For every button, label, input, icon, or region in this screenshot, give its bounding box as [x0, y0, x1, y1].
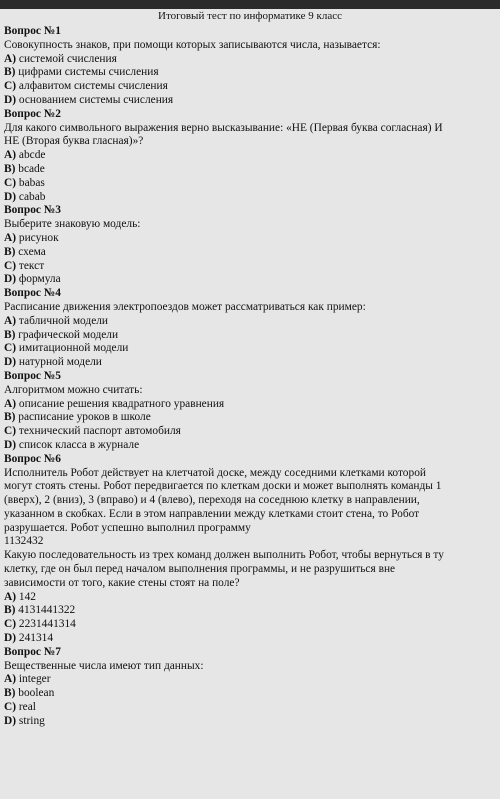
option-letter: A)	[4, 314, 17, 327]
answer-option	[4, 315, 494, 329]
answer-option	[4, 411, 494, 425]
question-text: Совокупность знаков, при помощи которых записываются числа, называется:	[4, 38, 381, 51]
option-letter: B)	[4, 66, 16, 79]
answer-option	[4, 398, 494, 412]
question-block	[4, 287, 494, 370]
option-letter: A)	[4, 397, 17, 410]
option-text: 142	[18, 590, 36, 603]
option-text: 4131441322	[18, 604, 76, 617]
option-text: системой счисления	[18, 52, 117, 65]
option-text: 2231441314	[18, 618, 76, 631]
option-letter: C)	[4, 425, 17, 438]
option-letter: B)	[4, 328, 16, 341]
option-letter: B)	[4, 162, 16, 175]
questions-list	[0, 25, 500, 729]
question-block	[4, 370, 494, 453]
answer-option	[4, 425, 494, 439]
question-title: Вопрос №4	[4, 287, 61, 300]
answer-option	[4, 604, 494, 618]
option-letter: A)	[4, 52, 17, 65]
question-block	[4, 646, 494, 729]
answer-option	[4, 273, 494, 287]
answer-option	[4, 94, 494, 108]
option-letter: A)	[4, 590, 17, 603]
question-text: Расписание движения электропоездов может рассматриваться как пример:	[4, 300, 366, 313]
option-text: cabab	[18, 190, 46, 203]
question-block	[4, 108, 494, 205]
option-text: real	[18, 701, 36, 714]
answer-option	[4, 232, 494, 246]
answer-option	[4, 715, 494, 729]
option-letter: B)	[4, 604, 16, 617]
question-text: Вещественные числа имеют тип данных:	[4, 659, 204, 672]
question-block	[4, 204, 494, 287]
option-text: 241314	[18, 632, 54, 645]
answer-option	[4, 632, 494, 646]
question-text: 1132432	[4, 535, 44, 548]
question-text: могут стоять стены. Робот передвигается по клеткам доски и может выполнять команды 1	[4, 480, 442, 493]
option-text: технический паспорт автомобиля	[18, 425, 181, 438]
answer-option	[4, 246, 494, 260]
question-block	[4, 25, 494, 108]
option-text: рисунок	[18, 231, 59, 244]
option-letter: A)	[4, 149, 17, 162]
option-text: схема	[18, 245, 46, 258]
question-text: разрушается. Робот успешно выполнил программу	[4, 521, 251, 534]
option-letter: D)	[4, 714, 17, 727]
answer-option	[4, 342, 494, 356]
option-text: цифрами системы счисления	[18, 66, 159, 79]
question-text: зависимости от того, какие стены стоят на поле?	[4, 576, 240, 589]
answer-option	[4, 80, 494, 94]
option-letter: D)	[4, 632, 17, 645]
question-title: Вопрос №1	[4, 25, 61, 37]
option-text: boolean	[18, 687, 55, 700]
answer-option	[4, 191, 494, 205]
document-page	[0, 9, 500, 799]
option-letter: B)	[4, 411, 16, 424]
option-text: алфавитом системы счисления	[18, 80, 168, 93]
question-title: Вопрос №3	[4, 204, 61, 217]
answer-option	[4, 177, 494, 191]
question-text: Для какого символьного выражения верно высказывание: «НЕ (Первая буква согласная) И	[4, 121, 443, 134]
answer-option	[4, 329, 494, 343]
question-block	[4, 453, 494, 646]
option-text: список класса в журнале	[18, 438, 140, 451]
answer-option	[4, 591, 494, 605]
answer-option	[4, 149, 494, 163]
option-letter: C)	[4, 342, 17, 355]
question-text: Какую последовательность из трех команд должен выполнить Робот, чтобы вернуться в ту	[4, 549, 444, 562]
option-text: описание решения квадратного уравнения	[18, 397, 225, 410]
option-letter: C)	[4, 176, 17, 189]
option-letter: A)	[4, 673, 17, 686]
option-letter: C)	[4, 80, 17, 93]
option-text: формула	[18, 273, 61, 286]
option-letter: A)	[4, 231, 17, 244]
option-text: имитационной модели	[18, 342, 129, 355]
question-title: Вопрос №6	[4, 452, 61, 465]
option-letter: D)	[4, 190, 17, 203]
answer-option	[4, 439, 494, 453]
option-letter: C)	[4, 701, 17, 714]
option-text: babas	[18, 176, 45, 189]
option-text: основанием системы счисления	[18, 93, 174, 106]
answer-option	[4, 53, 494, 67]
option-text: string	[18, 714, 45, 727]
question-text: Исполнитель Робот действует на клетчатой доске, между соседними клетками которой	[4, 466, 426, 479]
question-text: указанном в скобках. Если в этом направлении между клетками стоит стена, то Робот	[4, 507, 420, 520]
option-text: текст	[18, 259, 45, 272]
question-text: Алгоритмом можно считать:	[4, 383, 143, 396]
option-letter: B)	[4, 245, 16, 258]
top-bar	[0, 0, 500, 9]
question-text: НЕ (Вторая буква гласная)»?	[4, 135, 144, 148]
option-text: bcade	[18, 162, 45, 175]
answer-option	[4, 356, 494, 370]
option-text: графической модели	[18, 328, 119, 341]
answer-option	[4, 66, 494, 80]
option-text: натурной модели	[18, 356, 102, 369]
answer-option	[4, 673, 494, 687]
answer-option	[4, 687, 494, 701]
answer-option	[4, 163, 494, 177]
question-text: (вверх), 2 (вниз), 3 (вправо) и 4 (влево), переходя на соседнюю клетку в направлении,	[4, 494, 420, 507]
document-title: Итоговый тест по информатике 9 класс	[158, 10, 342, 22]
option-text: расписание уроков в школе	[18, 411, 151, 424]
option-text: табличной модели	[18, 314, 109, 327]
question-text: клетку, где он был перед началом выполнения программы, и не разрушиться вне	[4, 563, 396, 576]
option-letter: D)	[4, 93, 17, 106]
option-letter: C)	[4, 259, 17, 272]
option-text: abcde	[18, 149, 46, 162]
question-text: Выберите знаковую модель:	[4, 218, 141, 231]
option-letter: B)	[4, 687, 16, 700]
option-letter: C)	[4, 618, 17, 631]
option-text: integer	[18, 673, 51, 686]
option-letter: D)	[4, 438, 17, 451]
question-title: Вопрос №5	[4, 369, 61, 382]
answer-option	[4, 260, 494, 274]
question-title: Вопрос №2	[4, 107, 61, 120]
option-letter: D)	[4, 356, 17, 369]
option-letter: D)	[4, 273, 17, 286]
question-title: Вопрос №7	[4, 645, 61, 658]
answer-option	[4, 618, 494, 632]
answer-option	[4, 701, 494, 715]
